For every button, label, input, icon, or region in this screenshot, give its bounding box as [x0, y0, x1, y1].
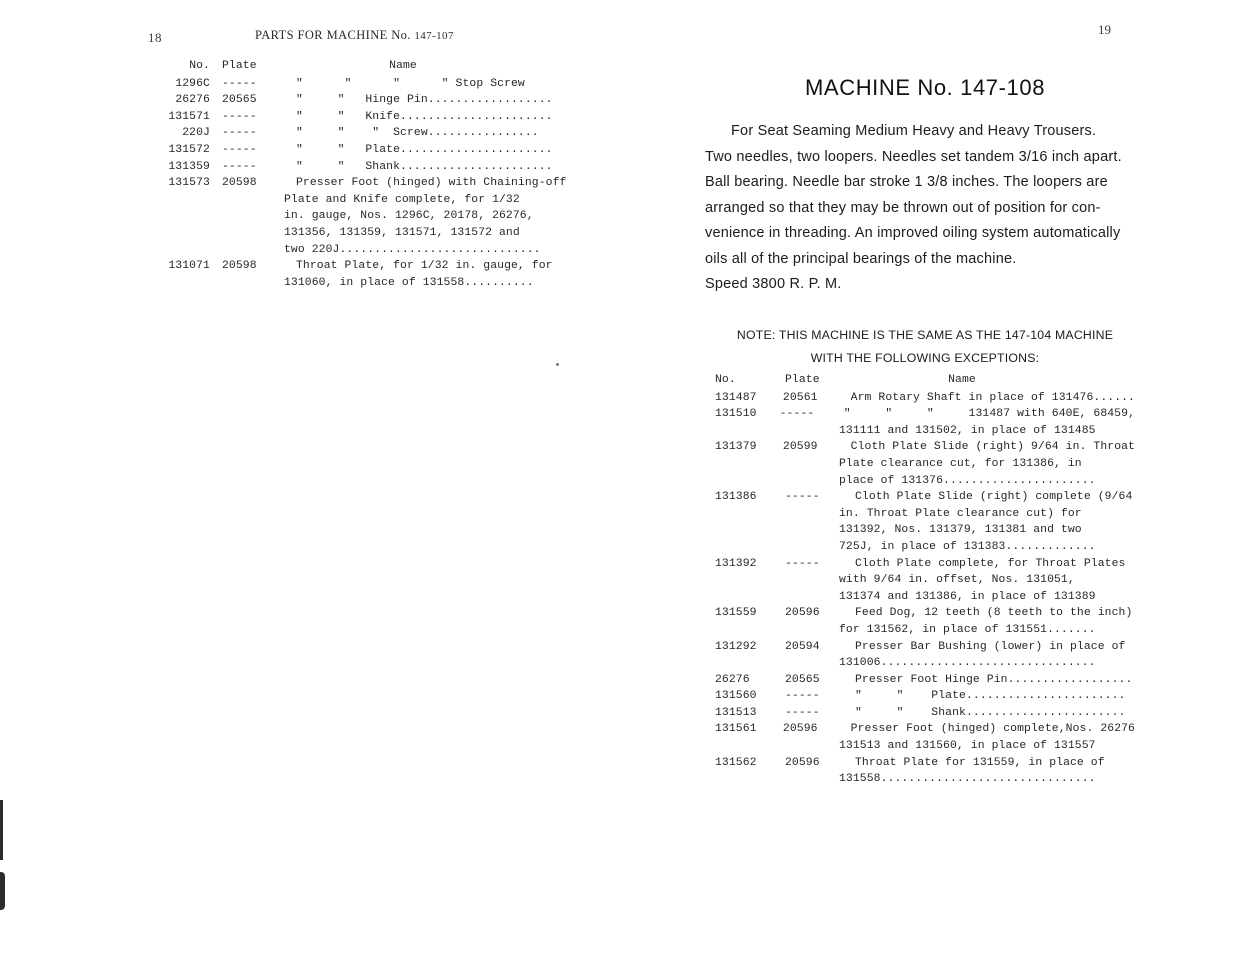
table-row — [705, 390, 1135, 407]
plate-number: 20565 — [222, 94, 257, 107]
part-number: 1296C — [175, 77, 210, 90]
plate-number: ----- — [785, 706, 820, 719]
part-name: " " Shank....................... — [855, 706, 1126, 719]
part-name-continuation: 131558............................... — [839, 773, 1096, 786]
table-row — [705, 639, 1135, 672]
part-number: 131513 — [715, 706, 757, 719]
part-number: 26276 — [715, 673, 750, 686]
table-row — [148, 142, 588, 159]
plate-number: ----- — [222, 127, 257, 140]
part-name-continuation: for 131562, in place of 131551....... — [839, 623, 1096, 636]
parts-table-left — [148, 58, 588, 291]
table-header-row — [705, 372, 1135, 389]
plate-number: ----- — [222, 160, 257, 173]
part-name: " " " " Stop Screw — [296, 77, 525, 90]
part-number: 131292 — [715, 640, 757, 653]
part-name: Presser Bar Bushing (lower) in place of — [855, 640, 1126, 653]
description-line: oils all of the principal bearings of the machine. — [705, 250, 1017, 267]
table-row — [148, 92, 588, 109]
column-header-name: Name — [389, 60, 417, 72]
table-row — [705, 755, 1135, 788]
part-name: Throat Plate for 131559, in place of — [855, 756, 1105, 769]
note-line: WITH THE FOLLOWING EXCEPTIONS: — [810, 350, 1040, 365]
part-name: Cloth Plate Slide (right) 9/64 in. Throat — [850, 441, 1135, 454]
part-name: Presser Foot (hinged) complete,Nos. 26276 — [850, 723, 1135, 736]
scan-edge-artifact — [0, 872, 5, 910]
part-number: 131379 — [715, 441, 757, 454]
part-name: " " Plate...................... — [296, 143, 553, 156]
plate-number: ----- — [785, 557, 820, 570]
parts-table-right — [705, 372, 1135, 788]
part-name: Feed Dog, 12 teeth (8 teeth to the inch) — [855, 607, 1133, 620]
part-name-continuation: 131006............................... — [839, 657, 1096, 670]
part-name: " " Plate....................... — [855, 690, 1126, 703]
part-number: 131572 — [168, 143, 210, 156]
scan-speck — [556, 363, 559, 366]
part-name-continuation: 131392, Nos. 131379, 131381 and two — [839, 524, 1082, 537]
plate-number: ----- — [222, 143, 257, 156]
table-row — [705, 705, 1135, 722]
part-name: Cloth Plate complete, for Throat Plates — [855, 557, 1126, 570]
part-number: 131573 — [168, 177, 210, 190]
table-row — [705, 672, 1135, 689]
part-number: 131571 — [168, 110, 210, 123]
part-name-continuation: with 9/64 in. offset, Nos. 131051, — [839, 574, 1075, 587]
part-name-continuation: 131060, in place of 131558.......... — [284, 276, 534, 289]
table-row — [705, 406, 1135, 439]
column-header-no: No. — [189, 60, 210, 72]
part-number: 131559 — [715, 607, 757, 620]
scan-edge-artifact — [0, 800, 3, 860]
table-row — [148, 109, 588, 126]
page-number-right: 19 — [1098, 22, 1111, 37]
part-number: 131386 — [715, 491, 757, 504]
machine-section — [705, 75, 1145, 370]
table-row — [705, 721, 1135, 754]
plate-number: ----- — [785, 690, 820, 703]
table-row — [705, 605, 1135, 638]
part-name-continuation: Plate clearance cut, for 131386, in — [839, 457, 1082, 470]
part-name-continuation: place of 131376...................... — [839, 474, 1096, 487]
description-line: Ball bearing. Needle bar stroke 1 3/8 inches. The loopers are — [705, 174, 1108, 190]
plate-number: ----- — [222, 110, 257, 123]
running-head-text: PARTS FOR MACHINE No. — [255, 28, 411, 42]
part-number: 131392 — [715, 557, 757, 570]
part-name-continuation: 725J, in place of 131383............. — [839, 540, 1096, 553]
table-row — [705, 439, 1135, 489]
machine-note — [705, 324, 1145, 370]
description-line: venience in threading. An improved oiling system automatically — [705, 225, 1121, 241]
part-number: 131510 — [715, 408, 757, 421]
plate-number: 20596 — [785, 607, 820, 620]
part-number: 131359 — [168, 160, 210, 173]
part-name: " " Knife...................... — [296, 110, 553, 123]
plate-number: 20598 — [222, 260, 257, 273]
part-name-continuation: 131111 and 131502, in place of 131485 — [839, 424, 1096, 437]
table-row — [705, 688, 1135, 705]
part-name-continuation: 131374 and 131386, in place of 131389 — [839, 590, 1096, 603]
part-name: Arm Rotary Shaft in place of 131476...... — [850, 391, 1135, 404]
part-name: Throat Plate, for 1/32 in. gauge, for — [296, 260, 553, 273]
part-name-continuation: Plate and Knife complete, for 1/32 — [284, 193, 520, 206]
plate-number: 20596 — [782, 723, 818, 736]
page-number-left: 18 — [148, 30, 162, 45]
column-header-name: Name — [948, 374, 976, 386]
part-name-continuation: 131513 and 131560, in place of 131557 — [839, 740, 1096, 753]
part-number: 131561 — [715, 723, 757, 736]
part-number: 131071 — [168, 260, 210, 273]
plate-number: ----- — [222, 77, 257, 90]
plate-number: 20598 — [222, 177, 257, 190]
description-line: Two needles, two loopers. Needles set tandem 3/16 inch apart. — [705, 148, 1122, 165]
part-name: " " " Screw................ — [296, 127, 539, 140]
part-number: 131562 — [715, 756, 757, 769]
table-header-row — [148, 58, 588, 75]
description-line: arranged so that they may be thrown out of position for con- — [705, 199, 1101, 216]
table-row — [148, 258, 588, 291]
plate-number: ----- — [785, 491, 820, 504]
running-head — [255, 28, 454, 43]
part-name-continuation: in. gauge, Nos. 1296C, 20178, 26276, — [284, 210, 534, 223]
part-name-continuation: in. Throat Plate clearance cut) for — [839, 507, 1082, 520]
machine-title: MACHINE No. 147-108 — [805, 75, 1046, 100]
note-line: NOTE: THIS MACHINE IS THE SAME AS THE 147-104 MACHINE — [736, 327, 1114, 342]
table-row — [148, 159, 588, 176]
plate-number: 20565 — [785, 673, 820, 686]
part-number: 131487 — [715, 391, 757, 404]
part-number: 220J — [182, 127, 210, 140]
running-head-number: 147-107 — [414, 30, 454, 42]
part-name: Cloth Plate Slide (right) complete (9/64 — [855, 491, 1133, 504]
table-row — [705, 556, 1135, 606]
part-name-continuation: 131356, 131359, 131571, 131572 and — [284, 226, 520, 239]
plate-number: 20596 — [785, 756, 820, 769]
plate-number: 20594 — [785, 640, 820, 653]
description-line: Speed 3800 R. P. M. — [705, 276, 842, 292]
part-name: Presser Foot (hinged) with Chaining-off — [296, 177, 567, 190]
part-name: " " Shank...................... — [296, 160, 553, 173]
table-row — [148, 125, 588, 142]
part-name: " " Hinge Pin.................. — [296, 94, 553, 107]
column-header-no: No. — [715, 374, 736, 386]
table-row — [705, 489, 1135, 555]
plate-number: 20561 — [782, 391, 818, 404]
part-number: 26276 — [175, 94, 210, 107]
part-name: Presser Foot Hinge Pin.................. — [855, 673, 1133, 686]
description-line: For Seat Seaming Medium Heavy and Heavy Trousers. — [731, 123, 1097, 139]
part-name: " " " 131487 with 640E, 68459, — [843, 408, 1135, 421]
table-row — [148, 76, 588, 93]
column-header-plate: Plate — [222, 60, 257, 72]
plate-number: ----- — [779, 408, 815, 421]
table-row — [148, 175, 588, 258]
machine-description — [705, 119, 1145, 298]
part-name-continuation: two 220J............................. — [284, 243, 541, 256]
part-number: 131560 — [715, 690, 757, 703]
plate-number: 20599 — [782, 441, 818, 454]
column-header-plate: Plate — [785, 374, 820, 386]
